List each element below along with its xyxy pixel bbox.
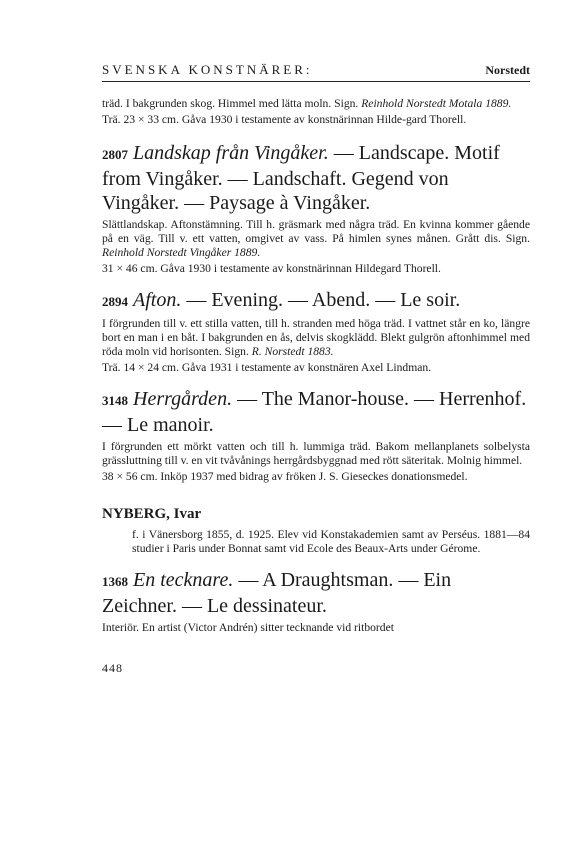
artist-block [102, 506, 530, 556]
entry-details: 31 × 46 cm. Gåva 1930 i testamente av konstnärinnan Hildegard Thorell. [102, 262, 441, 275]
catalog-entry [102, 387, 530, 484]
entry-title-swedish: En tecknare. [133, 569, 234, 591]
entry-description: I förgrunden ett mörkt vatten och till h. lummiga träd. Bakom mellanplanets solbelysta grässluttning till v. en vit tvåvånings herrgårdsbyggnad med rött säteritak. Molnig himmel. [102, 440, 530, 467]
entry-title-translations: — A Draughtsman. — Ein Zeichner. — Le dessinateur. [102, 569, 452, 617]
entry-title-translations: — The Manor-house. — Herrenhof. — Le manoir. [102, 388, 527, 436]
entry-title-translations: — Evening. — Abend. — Le soir. [181, 289, 461, 311]
entry-number: 1368 [102, 574, 128, 589]
entry-description [102, 317, 530, 359]
entry-signature: Reinhold Norstedt Vingåker 1889. [102, 246, 261, 259]
page-number: 448 [102, 661, 123, 675]
previous-entry-tail [102, 97, 530, 111]
artist-name: NYBERG, Ivar [102, 506, 202, 522]
entry-details: 38 × 56 cm. Inköp 1937 med bidrag av fröken J. S. Gieseckes donationsmedel. [102, 470, 468, 483]
entry-description: Interiör. En artist (Victor Andrén) sitter tecknande vid ritbordet [102, 621, 394, 634]
entry-signature: R. Norstedt 1883. [251, 345, 334, 358]
artist-bio: f. i Vänersborg 1855, d. 1925. Elev vid Konstakademien samt av Perséus. 1881—84 studier i Paris under Bonnat samt vid Ecole des Beaux-Arts under Gérome. [132, 528, 530, 555]
catalog-entry [102, 141, 530, 276]
entry-title-swedish: Herrgården. [133, 388, 233, 410]
header-title: SVENSKA KONSTNÄRER: [102, 62, 313, 77]
entry-heading [102, 568, 530, 618]
entry-details: Trä. 14 × 24 cm. Gåva 1931 i testamente av konstnären Axel Lindman. [102, 361, 432, 374]
entry-number: 3148 [102, 393, 128, 408]
catalog-page [102, 62, 530, 676]
entry-title-swedish: Landskap från Vingåker. [133, 142, 329, 164]
entry-heading [102, 387, 530, 437]
prev-details: Trä. 23 × 33 cm. Gåva 1930 i testamente av konstnärinnan Hilde-gard Thorell. [102, 113, 467, 126]
entry-number: 2894 [102, 294, 128, 309]
entry-number: 2807 [102, 147, 128, 162]
catalog-entry [102, 568, 530, 635]
entry-heading [102, 141, 530, 215]
entry-desc-text: Slättlandskap. Aftonstämning. Till h. gräsmark med några träd. En kvinna kommer gående på en väg. Till v. ett vatten, omgivet av vass. På himlen synes månen. Grått dis. Sign. [102, 218, 530, 245]
prev-signature: Reinhold Norstedt Motala 1889. [361, 97, 512, 110]
header-section: Norstedt [485, 63, 530, 77]
entry-title-translations: — Landscape. Motif from Vingåker. — Landschaft. Gegend von Vingåker. — Paysage à Vingåker. [102, 142, 500, 214]
prev-desc: träd. I bakgrunden skog. Himmel med lätta moln. Sign. [102, 97, 362, 110]
entry-title-swedish: Afton. [133, 289, 182, 311]
entry-heading [102, 288, 530, 314]
entry-desc-text: I förgrunden till v. ett stilla vatten, till h. stranden med höga träd. I vattnet står en ko, längre bort en man i en båt. I bakgrunden en ås, delvis skogklädd. Blekt gulgrön aftonhimmel med röda moln vid horisonten. Sign. [102, 317, 530, 358]
catalog-entry [102, 288, 530, 375]
entry-description [102, 218, 530, 260]
running-header [102, 62, 530, 82]
